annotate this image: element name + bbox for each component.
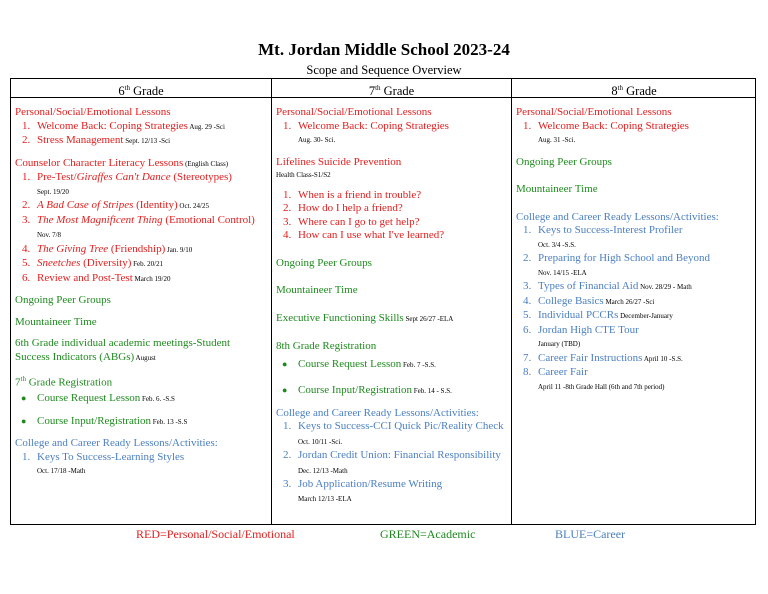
header-grade-7: 7th Grade bbox=[272, 79, 511, 98]
scope-table bbox=[10, 78, 756, 525]
g6-career-section bbox=[15, 437, 267, 479]
g8-psel-section bbox=[516, 106, 754, 148]
g8-career-section bbox=[516, 211, 754, 395]
g6-mountaineer-time: Mountaineer Time bbox=[15, 315, 97, 328]
list-item: 2. Jordan Credit Union: Financial Responsibility Dec. 12/13 -Math bbox=[294, 449, 508, 478]
list-item: 4. How can I use what I've learned? bbox=[294, 229, 508, 243]
g6-ccl-title: Counselor Character Literacy Lessons (English Class) bbox=[15, 156, 229, 169]
list-item: 2. A Bad Case of Stripes (Identity) Oct. 24/25 bbox=[33, 199, 267, 214]
list-item: 1. Welcome Back: Coping Strategies Aug. 29 -Sci bbox=[33, 120, 267, 135]
list-item: 3. Job Application/Resume Writing March 12/13 -ELA bbox=[294, 478, 508, 506]
g8-psel-title: Personal/Social/Emotional Lessons bbox=[516, 106, 672, 118]
column-divider bbox=[511, 79, 512, 524]
grade-6-column bbox=[15, 106, 267, 487]
g6-psel-title: Personal/Social/Emotional Lessons bbox=[15, 106, 171, 118]
list-item: 4. College Basics March 26/27 -Sci bbox=[534, 295, 754, 310]
g8-career-title: College and Career Ready Lessons/Activities: bbox=[516, 210, 719, 223]
list-item: 1. When is a friend in trouble? bbox=[294, 189, 508, 203]
list-item: 1. Keys to Success-Interest Profiler Oct. 3/4 -S.S. bbox=[534, 224, 754, 252]
g6-career-title: College and Career Ready Lessons/Activities: bbox=[15, 437, 218, 450]
list-item: 2. Stress Management Sept. 12/13 -Sci bbox=[33, 134, 267, 149]
list-item: 1. Pre-Test/Giraffes Can't Dance (Stereotypes) Sept. 19/20 bbox=[33, 171, 267, 199]
legend-green: GREEN=Academic bbox=[380, 527, 476, 541]
list-item: 2. Preparing for High School and Beyond Nov. 14/15 -ELA bbox=[534, 252, 754, 280]
g7-lifelines-section bbox=[276, 156, 508, 243]
g6-peer-groups: Ongoing Peer Groups bbox=[15, 294, 111, 306]
grade-8-column bbox=[516, 106, 754, 402]
g7-psel-section bbox=[276, 106, 508, 148]
list-item: ● Course Input/Registration Feb. 13 -S.S bbox=[37, 415, 267, 430]
g6-psel-section bbox=[15, 106, 267, 149]
list-item: 5. Sneetches (Diversity) Feb. 20/21 bbox=[33, 257, 267, 272]
list-item: ● Course Input/Registration Feb. 14 - S.S. bbox=[298, 384, 508, 399]
legend-blue: BLUE=Career bbox=[555, 527, 626, 541]
list-item: 1. Keys To Success-Learning Styles Oct. 17/18 -Math bbox=[33, 451, 267, 479]
list-item: 4. The Giving Tree (Friendship) Jan. 9/10 bbox=[33, 243, 267, 258]
g7-executive-skills: Executive Functioning Skills Sept 26/27 -ELA bbox=[276, 311, 454, 324]
list-item: 1. Keys to Success-CCI Quick Pic/Reality Check Oct. 10/11 -Sci. bbox=[294, 420, 508, 449]
list-item: 3. The Most Magnificent Thing (Emotional Control) Nov. 7/8 bbox=[33, 214, 267, 243]
column-divider bbox=[271, 79, 272, 524]
g7-career-title: College and Career Ready Lessons/Activities: bbox=[276, 406, 479, 419]
g6-registration-section bbox=[15, 373, 267, 429]
g7-mountaineer-time: Mountaineer Time bbox=[276, 284, 358, 296]
g8-mountaineer-time: Mountaineer Time bbox=[516, 183, 598, 195]
header-grade-6: 6th Grade bbox=[11, 79, 271, 98]
list-item: 2. How do I help a friend? bbox=[294, 202, 508, 216]
list-item: 8. Career Fair April 11 -8th Grade Hall (6th and 7th period) bbox=[534, 366, 754, 394]
g6-ccl-section bbox=[15, 157, 267, 287]
list-item: 5. Individual PCCRs December-January bbox=[534, 309, 754, 324]
legend-red: RED=Personal/Social/Emotional bbox=[136, 527, 295, 541]
list-item: 1. Welcome Back: Coping Strategies Aug. 31 -Sci. bbox=[534, 120, 754, 148]
grade-7-column bbox=[276, 106, 508, 514]
g6-registration-title: 7th Grade Registration bbox=[15, 375, 113, 389]
g7-peer-groups: Ongoing Peer Groups bbox=[276, 256, 372, 269]
g7-career-section bbox=[276, 407, 508, 507]
g6-academic-meetings: 6th Grade individual academic meetings-Student Success Indicators (ABGs) August bbox=[15, 337, 231, 363]
g7-registration-title: 8th Grade Registration bbox=[276, 340, 377, 352]
g7-lifelines-title: Lifelines Suicide Prevention bbox=[276, 155, 402, 168]
list-item: ● Course Request Lesson Feb. 6. -S.S bbox=[37, 392, 267, 407]
list-item: ● Course Request Lesson Feb. 7 -S.S. bbox=[298, 358, 508, 373]
g7-psel-title: Personal/Social/Emotional Lessons bbox=[276, 106, 432, 118]
page-subtitle: Scope and Sequence Overview bbox=[306, 63, 462, 77]
header-grade-8: 8th Grade bbox=[512, 79, 756, 98]
list-item: 6. Review and Post-Test March 19/20 bbox=[33, 272, 267, 287]
g7-registration-section bbox=[276, 340, 508, 399]
page-title: Mt. Jordan Middle School 2023-24 bbox=[258, 40, 510, 59]
list-item: 3. Where can I go to get help? bbox=[294, 216, 508, 230]
list-item: 6. Jordan High CTE Tour January (TBD) bbox=[534, 324, 754, 352]
g7-lifelines-note: Health Class-S1/S2 bbox=[276, 171, 331, 179]
g8-peer-groups: Ongoing Peer Groups bbox=[516, 155, 612, 168]
list-item: 1. Welcome Back: Coping Strategies Aug. 30- Sci. bbox=[294, 120, 508, 148]
list-item: 3. Types of Financial Aid Nov. 28/29 - Math bbox=[534, 280, 754, 295]
list-item: 7. Career Fair Instructions April 10 -S.S. bbox=[534, 352, 754, 367]
